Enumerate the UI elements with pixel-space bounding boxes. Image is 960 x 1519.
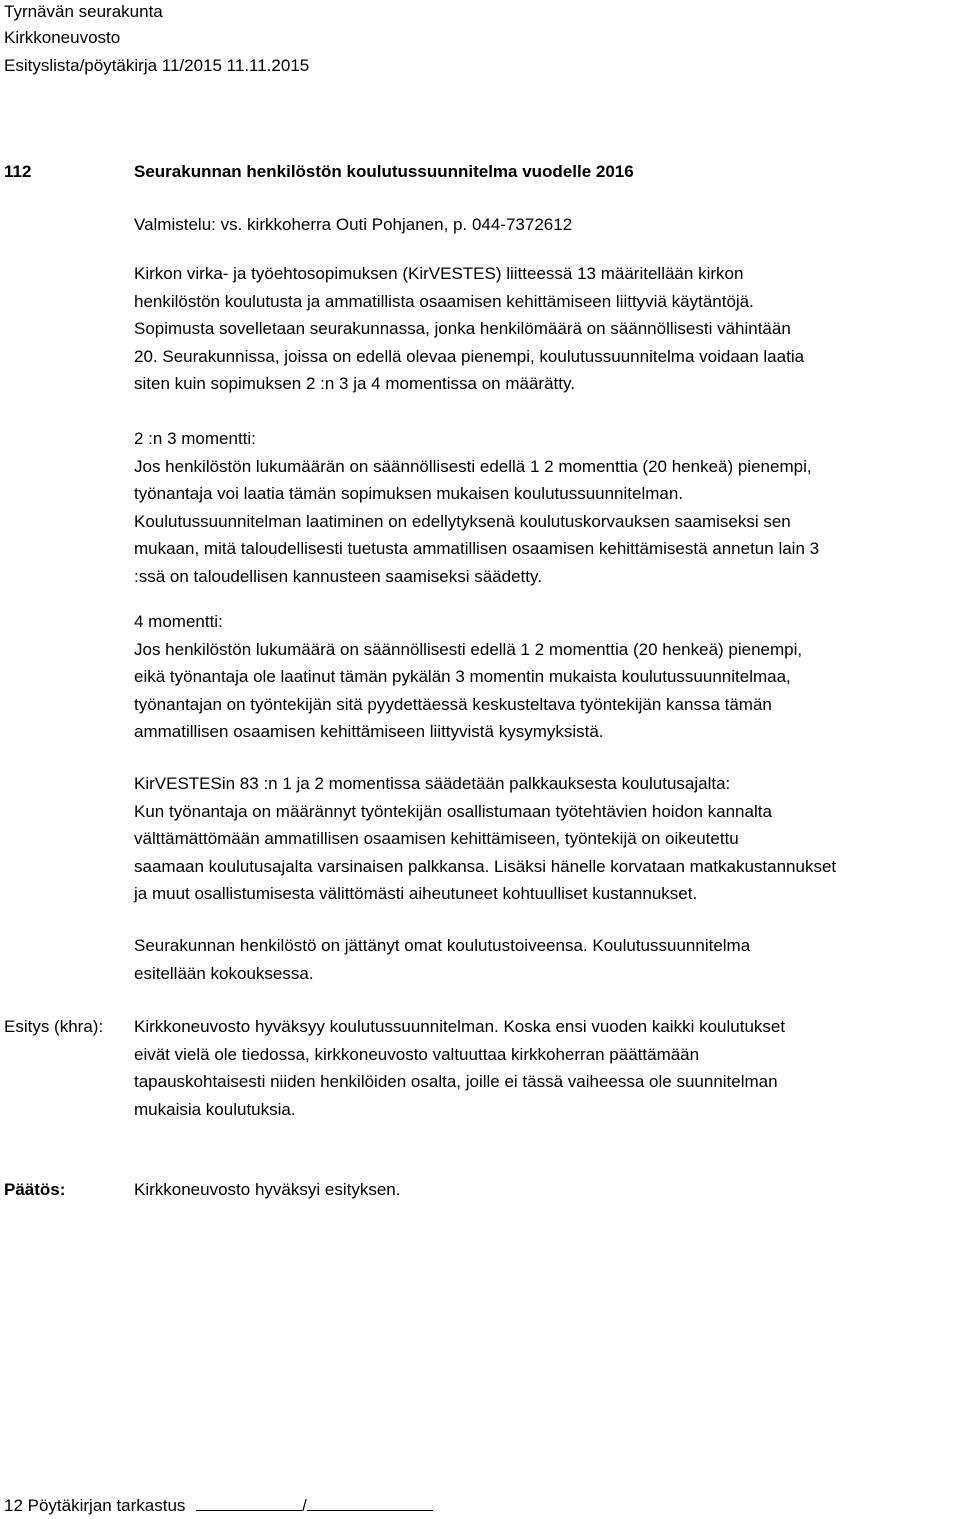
text-line: työnantaja voi laatia tämän sopimuksen mukaisen koulutussuunnitelman. bbox=[134, 484, 684, 503]
text-line: Kirkon virka- ja työehtosopimuksen (KirVESTES) liitteessä 13 määritellään kirkon bbox=[134, 264, 744, 283]
text-line: Seurakunnan henkilöstö on jättänyt omat koulutustoiveensa. Koulutussuunnitelma bbox=[134, 936, 751, 955]
text-line: mukaan, mitä taloudellisesti tuetusta ammatillisen osaamisen kehittämisestä annetun lain 3 bbox=[134, 539, 820, 558]
text-line: ja muut osallistumisesta välittömästi aiheutuneet kohtuulliset kustannukset. bbox=[134, 884, 698, 903]
proposal-label: Esitys (khra): bbox=[4, 1017, 104, 1036]
paragraph-pay-during-training bbox=[134, 770, 836, 908]
text-line: Jos henkilöstön lukumäärän on säännöllisesti edellä 1 2 momenttia (20 henkeä) pienempi, bbox=[134, 456, 812, 476]
text-line: KirVESTESin 83 :n 1 ja 2 momentissa säädetään palkkauksesta koulutusajalta: bbox=[134, 774, 731, 793]
footer-label: 12 Pöytäkirjan tarkastus bbox=[4, 1496, 186, 1515]
document-reference: Esityslista/pöytäkirja 11/2015 11.11.2015 bbox=[4, 56, 310, 75]
preparer-line: Valmistelu: vs. kirkkoherra Outi Pohjanen, p. 044-7372612 bbox=[134, 215, 573, 234]
paragraph-background bbox=[134, 260, 804, 398]
text-line: esitellään kokouksessa. bbox=[134, 963, 314, 983]
paragraph-staff-wishes bbox=[134, 932, 750, 987]
text-line: välttämättömään ammatillisen osaamisen kehittämiseen, työntekijä on oikeutettu bbox=[134, 829, 739, 848]
decision-block bbox=[134, 1176, 400, 1204]
text-line: Kirkkoneuvosto hyväksyy koulutussuunnitelman. Koska ensi vuoden kaikki koulutukset bbox=[134, 1017, 786, 1036]
paragraph-moment-4 bbox=[134, 608, 802, 746]
organization-name: Tyrnävän seurakunta bbox=[4, 2, 163, 21]
text-line: mukaisia koulutuksia. bbox=[134, 1099, 296, 1119]
text-line: henkilöstön koulutusta ja ammatillista osaamisen kehittämiseen liittyviä käytäntöjä. bbox=[134, 291, 754, 311]
proposal-text bbox=[134, 1013, 785, 1123]
decision-text: Kirkkoneuvosto hyväksyi esityksen. bbox=[134, 1180, 401, 1199]
text-line: 2 :n 3 momentti: bbox=[134, 429, 256, 448]
text-line: Kun työnantaja on määrännyt työntekijän osallistumaan työtehtävien hoidon kannalta bbox=[134, 801, 772, 821]
section-number: 112 bbox=[4, 162, 32, 181]
text-line: ammatillisen osaamisen kehittämiseen liittyvistä kysymyksistä. bbox=[134, 722, 604, 741]
page-footer bbox=[4, 1494, 433, 1518]
signature-blank-2 bbox=[307, 1494, 433, 1511]
preparer-block bbox=[134, 211, 572, 239]
footer-separator: / bbox=[302, 1496, 307, 1515]
signature-blank-1 bbox=[196, 1494, 302, 1511]
text-line: :ssä on taloudellisen kannusteen saamiseksi säädetty. bbox=[134, 566, 542, 586]
text-line: siten kuin sopimuksen 2 :n 3 ja 4 momentissa on määrätty. bbox=[134, 374, 575, 393]
section-title: Seurakunnan henkilöstön koulutussuunnitelma vuodelle 2016 bbox=[134, 162, 634, 181]
text-line: eikä työnantaja ole laatinut tämän pykälän 3 momentin mukaista koulutussuunnitelmaa, bbox=[134, 667, 791, 686]
decision-label: Päätös: bbox=[4, 1180, 66, 1199]
text-line: 20. Seurakunnissa, joissa on edellä olevaa pienempi, koulutussuunnitelma voidaan laatia bbox=[134, 346, 805, 366]
text-line: eivät vielä ole tiedossa, kirkkoneuvosto valtuuttaa kirkkoherran päättämään bbox=[134, 1044, 700, 1064]
paragraph-moment-3 bbox=[134, 425, 819, 590]
text-line: saamaan koulutusajalta varsinaisen palkkansa. Lisäksi hänelle korvataan matkakustannukset bbox=[134, 856, 837, 876]
text-line: tapauskohtaisesti niiden henkilöiden osalta, joille ei tässä vaiheessa ole suunnitelman bbox=[134, 1072, 778, 1091]
text-line: 4 momentti: bbox=[134, 612, 223, 631]
text-line: työnantajan on työntekijän sitä pyydettäessä keskusteltava työntekijän kanssa tämän bbox=[134, 694, 772, 714]
text-line: Koulutussuunnitelman laatiminen on edellytyksenä koulutuskorvauksen saamiseksi sen bbox=[134, 511, 791, 531]
text-line: Sopimusta sovelletaan seurakunnassa, jonka henkilömäärä on säännöllisesti vähintään bbox=[134, 319, 791, 338]
meeting-body: Kirkkoneuvosto bbox=[4, 28, 121, 47]
text-line: Jos henkilöstön lukumäärä on säännöllisesti edellä 1 2 momenttia (20 henkeä) pienempi, bbox=[134, 639, 803, 659]
